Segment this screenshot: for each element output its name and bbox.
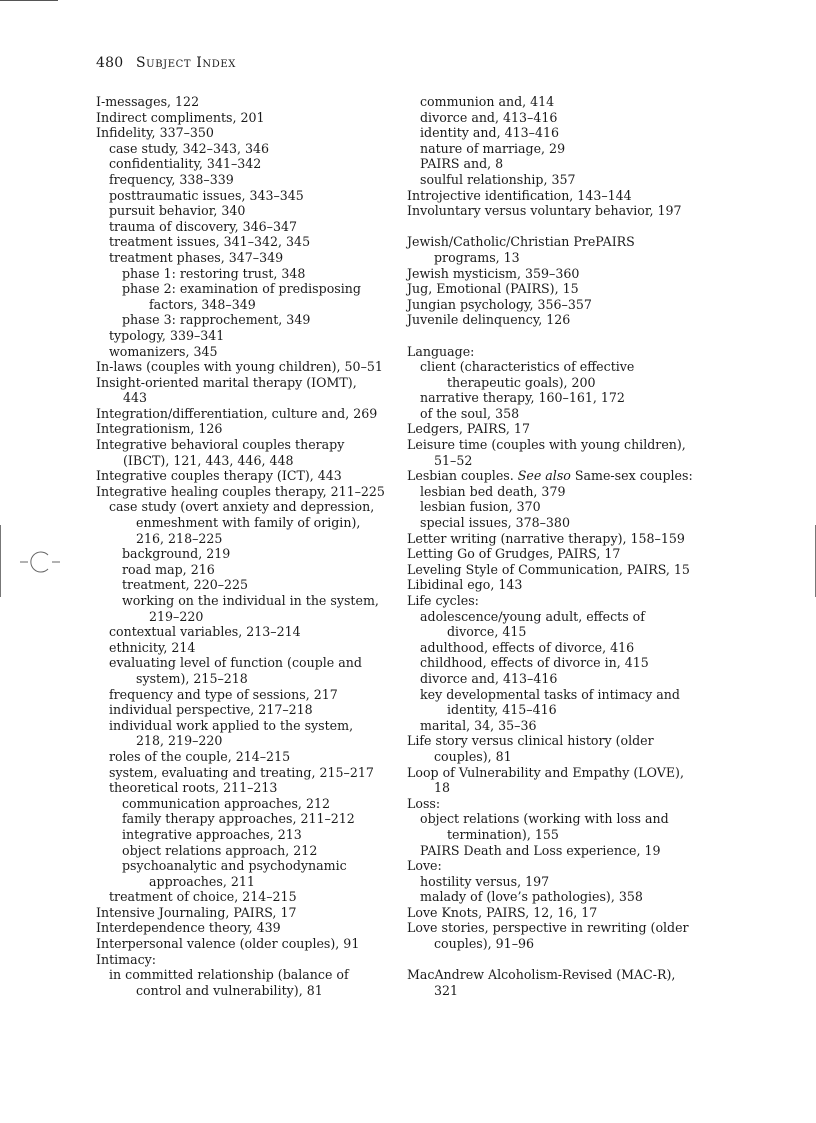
index-entry xyxy=(96,141,396,157)
index-entry-line: 443 xyxy=(123,390,148,406)
index-entry-line: Intimacy: xyxy=(96,951,157,967)
index-entry xyxy=(96,125,396,141)
index-entry xyxy=(407,266,707,282)
index-entry-line: object relations (working with loss and xyxy=(420,811,669,827)
index-entry-line: soulful relationship, 357 xyxy=(420,171,576,187)
index-entry-line: Life story versus clinical history (older xyxy=(407,733,654,749)
index-entry-line: malady of (love’s pathologies), 358 xyxy=(420,889,643,905)
index-entry-line: pursuit behavior, 340 xyxy=(109,203,246,219)
index-entry-line: I-messages, 122 xyxy=(96,94,200,109)
index-entry-line: divorce and, 413–416 xyxy=(420,670,558,686)
index-entry-line: phase 1: restoring trust, 348 xyxy=(122,265,306,281)
index-entry xyxy=(96,687,396,703)
index-entry xyxy=(407,203,707,219)
index-entry xyxy=(407,125,707,141)
index-entry xyxy=(407,468,707,484)
index-entry-line: client (characteristics of effective xyxy=(420,359,635,375)
index-entry-line: of the soul, 358 xyxy=(420,405,520,421)
index-entry xyxy=(96,188,396,204)
index-entry-line: Integration/differentiation, culture and, 269 xyxy=(96,405,378,421)
index-entry xyxy=(96,905,396,921)
index-entry xyxy=(96,312,396,328)
index-entry-line: Insight-oriented marital therapy (IOMT), xyxy=(96,374,357,390)
index-entry xyxy=(407,655,707,671)
index-entry-line: Intensive Journaling, PAIRS, 17 xyxy=(96,904,297,920)
index-entry xyxy=(96,359,396,375)
index-entry-line: object relations approach, 212 xyxy=(122,842,318,858)
index-entry-line: lesbian bed death, 379 xyxy=(420,483,566,499)
index-entry-line: Interpersonal valence (older couples), 91 xyxy=(96,936,360,952)
index-entry xyxy=(96,484,396,500)
index-entry-line: 218, 219–220 xyxy=(136,733,223,749)
index-entry xyxy=(96,110,396,126)
index-entry-line: system), 215–218 xyxy=(136,670,248,686)
index-entry xyxy=(96,375,396,406)
index-entry-line: Leveling Style of Communication, PAIRS, 15 xyxy=(407,561,690,577)
index-entry-line: Juvenile delinquency, 126 xyxy=(407,312,571,328)
index-entry-line: individual work applied to the system, xyxy=(109,717,354,733)
index-entry-line: treatment issues, 341–342, 345 xyxy=(109,234,311,250)
index-entry xyxy=(407,312,707,328)
index-entry-line: Indirect compliments, 201 xyxy=(96,109,265,125)
index-entry xyxy=(96,811,396,827)
index-entry xyxy=(96,344,396,360)
index-entry xyxy=(96,421,396,437)
page-number: 480 xyxy=(96,55,124,71)
index-entry xyxy=(96,172,396,188)
index-entry xyxy=(407,172,707,188)
index-entry xyxy=(96,624,396,640)
index-entry-line: womanizers, 345 xyxy=(109,343,218,359)
index-entry xyxy=(407,406,707,422)
index-entry xyxy=(96,936,396,952)
index-entry xyxy=(96,437,396,468)
index-entry xyxy=(96,655,396,686)
index-entry-line: identity, 415–416 xyxy=(447,702,557,718)
index-entry-line: Jug, Emotional (PAIRS), 15 xyxy=(407,281,579,297)
index-entry-line: Jungian psychology, 356–357 xyxy=(407,296,592,312)
index-entry-line: phase 2: examination of predisposing xyxy=(122,281,361,297)
index-entry xyxy=(96,889,396,905)
index-entry-line: in committed relationship (balance of xyxy=(109,967,349,983)
index-entry-line: lesbian fusion, 370 xyxy=(420,499,541,515)
index-entry-line: Libidinal ego, 143 xyxy=(407,577,523,593)
index-entry-line: integrative approaches, 213 xyxy=(122,826,302,842)
index-entry-line: individual perspective, 217–218 xyxy=(109,702,313,718)
index-entry-line: Interdependence theory, 439 xyxy=(96,920,281,936)
index-entry xyxy=(96,967,396,998)
index-entry xyxy=(407,718,707,734)
index-entry xyxy=(407,344,707,360)
index-entry-line: Introjective identification, 143–144 xyxy=(407,187,632,203)
index-entry xyxy=(407,765,707,796)
index-entry xyxy=(407,796,707,812)
index-entry-line: adolescence/young adult, effects of xyxy=(420,608,645,624)
index-entry xyxy=(407,110,707,126)
index-entry-line: posttraumatic issues, 343–345 xyxy=(109,187,304,203)
index-entry xyxy=(96,562,396,578)
index-entry-line: Infidelity, 337–350 xyxy=(96,125,214,141)
index-entry xyxy=(96,858,396,889)
index-entry-line: adulthood, effects of divorce, 416 xyxy=(420,639,635,655)
index-entry-line: Love: xyxy=(407,858,442,874)
index-column-right xyxy=(407,94,707,998)
index-entry-line: case study, 342–343, 346 xyxy=(109,140,270,156)
index-entry xyxy=(407,141,707,157)
index-entry xyxy=(96,219,396,235)
index-entry xyxy=(407,531,707,547)
index-entry-line: Love stories, perspective in rewriting (older xyxy=(407,920,689,936)
index-entry-line: Integrationism, 126 xyxy=(96,421,223,437)
index-entry-line: Involuntary versus voluntary behavior, 197 xyxy=(407,203,682,219)
index-entry xyxy=(96,94,396,110)
index-entry-line: phase 3: rapprochement, 349 xyxy=(122,312,311,328)
index-entry xyxy=(407,811,707,842)
index-entry xyxy=(407,843,707,859)
index-entry xyxy=(96,468,396,484)
index-entry xyxy=(96,328,396,344)
index-entry xyxy=(407,281,707,297)
index-entry xyxy=(407,499,707,515)
index-entry xyxy=(407,546,707,562)
index-entry-line: childhood, effects of divorce in, 415 xyxy=(420,655,649,671)
index-entry-line: ethnicity, 214 xyxy=(109,639,196,655)
index-entry-line: approaches, 211 xyxy=(149,873,255,889)
index-entry-line: typology, 339–341 xyxy=(109,327,225,343)
index-entry xyxy=(407,188,707,204)
index-entry-line: frequency and type of sessions, 217 xyxy=(109,686,338,702)
index-entry-line: Loss: xyxy=(407,795,441,811)
index-entry-line: trauma of discovery, 346–347 xyxy=(109,218,297,234)
index-entry-line: (IBCT), 121, 443, 446, 448 xyxy=(123,452,294,468)
index-entry-line: Letter writing (narrative therapy), 158–159 xyxy=(407,530,685,546)
index-entry-line: treatment of choice, 214–215 xyxy=(109,889,297,905)
index-entry-line: special issues, 378–380 xyxy=(420,515,570,531)
index-entry-line: working on the individual in the system, xyxy=(122,593,379,608)
running-head-title: Subject Index xyxy=(135,55,236,71)
index-entry xyxy=(96,593,396,624)
running-head xyxy=(96,55,236,71)
index-entry xyxy=(407,577,707,593)
index-entry-line: Lesbian couples. xyxy=(407,468,514,484)
index-entry xyxy=(407,920,707,951)
index-entry xyxy=(407,515,707,531)
index-entry-line: Jewish/Catholic/Christian PrePAIRS xyxy=(407,234,635,250)
index-entry xyxy=(407,858,707,874)
index-entry xyxy=(407,359,707,390)
index-entry xyxy=(96,765,396,781)
index-entry-line: communication approaches, 212 xyxy=(122,795,330,811)
index-entry-line: PAIRS and, 8 xyxy=(420,156,504,172)
index-entry xyxy=(96,406,396,422)
index-entry-line: Ledgers, PAIRS, 17 xyxy=(407,421,530,437)
index-entry-line: 219–220 xyxy=(149,608,204,624)
index-entry xyxy=(96,546,396,562)
index-entry xyxy=(407,421,707,437)
index-entry-line: hostility versus, 197 xyxy=(420,873,550,889)
index-entry-line: Integrative healing couples therapy, 211–225 xyxy=(96,483,385,499)
index-entry xyxy=(407,484,707,500)
index-entry xyxy=(96,266,396,282)
index-entry xyxy=(96,749,396,765)
index-entry-line: psychoanalytic and psychodynamic xyxy=(122,858,347,874)
index-entry-line: divorce, 415 xyxy=(447,624,527,640)
index-entry-line: treatment phases, 347–349 xyxy=(109,249,284,265)
index-entry xyxy=(407,733,707,764)
index-entry-line: Love Knots, PAIRS, 12, 16, 17 xyxy=(407,904,598,920)
index-entry-line: theoretical roots, 211–213 xyxy=(109,780,278,796)
index-entry-line: therapeutic goals), 200 xyxy=(447,374,596,390)
index-entry-line: identity and, 413–416 xyxy=(420,125,559,141)
index-entry xyxy=(407,437,707,468)
index-entry-line: system, evaluating and treating, 215–217 xyxy=(109,764,374,780)
index-entry-line: programs, 13 xyxy=(434,249,520,265)
index-entry xyxy=(407,609,707,640)
index-entry-line: factors, 348–349 xyxy=(149,296,256,312)
index-entry-line: marital, 34, 35–36 xyxy=(420,717,537,733)
index-entry-line: evaluating level of function (couple and xyxy=(109,655,362,671)
index-entry xyxy=(407,562,707,578)
index-entry-line: roles of the couple, 214–215 xyxy=(109,748,291,764)
crop-mark-left xyxy=(0,525,1,597)
index-entry xyxy=(407,889,707,905)
index-entry-line: Letting Go of Grudges, PAIRS, 17 xyxy=(407,546,621,562)
index-entry xyxy=(96,718,396,749)
index-entry xyxy=(407,905,707,921)
index-column-left xyxy=(96,94,396,998)
index-entry xyxy=(407,390,707,406)
index-entry-line: contextual variables, 213–214 xyxy=(109,624,301,640)
index-entry xyxy=(96,640,396,656)
registration-mark-icon xyxy=(20,551,60,573)
index-entry-line: case study (overt anxiety and depression, xyxy=(109,499,375,515)
index-entry xyxy=(407,671,707,687)
index-entry-line: nature of marriage, 29 xyxy=(420,140,566,156)
index-entry-line: confidentiality, 341–342 xyxy=(109,156,262,172)
crop-mark-top xyxy=(0,0,58,1)
index-entry-line: MacAndrew Alcoholism-Revised (MAC-R), xyxy=(407,967,676,983)
index-entry xyxy=(96,843,396,859)
index-entry xyxy=(407,640,707,656)
index-entry xyxy=(96,234,396,250)
index-entry-line: key developmental tasks of intimacy and xyxy=(420,686,680,702)
index-entry xyxy=(96,156,396,172)
index-entry-line: communion and, 414 xyxy=(420,94,555,109)
index-entry xyxy=(96,499,396,546)
index-entry xyxy=(96,827,396,843)
index-entry-line: Jewish mysticism, 359–360 xyxy=(407,265,580,281)
index-entry-line: couples), 91–96 xyxy=(434,936,535,952)
index-entry-line: Life cycles: xyxy=(407,593,479,608)
index-entry xyxy=(407,297,707,313)
index-entry-line: Language: xyxy=(407,343,475,359)
index-entry-line: frequency, 338–339 xyxy=(109,171,234,187)
index-entry-line: background, 219 xyxy=(122,546,231,562)
index-entry-line: 321 xyxy=(434,982,459,998)
index-entry xyxy=(96,780,396,796)
index-entry-line: Integrative couples therapy (ICT), 443 xyxy=(96,468,342,484)
index-entry xyxy=(407,234,707,265)
index-entry-line: Loop of Vulnerability and Empathy (LOVE), xyxy=(407,764,684,780)
index-entry xyxy=(407,874,707,890)
index-entry-line: family therapy approaches, 211–212 xyxy=(122,811,355,827)
index-entry-line: treatment, 220–225 xyxy=(122,577,249,593)
index-entry xyxy=(96,952,396,968)
index-entry xyxy=(96,577,396,593)
index-entry xyxy=(96,920,396,936)
index-entry xyxy=(96,250,396,266)
index-entry xyxy=(96,702,396,718)
index-entry-line: narrative therapy, 160–161, 172 xyxy=(420,390,625,406)
index-entry-line: 18 xyxy=(434,780,451,796)
index-entry-line: In-laws (couples with young children), 50–51 xyxy=(96,359,383,375)
index-entry xyxy=(96,281,396,312)
index-entry xyxy=(407,687,707,718)
index-entry-line: 216, 218–225 xyxy=(136,530,223,546)
index-entry xyxy=(96,796,396,812)
index-entry-line: Integrative behavioral couples therapy xyxy=(96,437,345,453)
index-entry xyxy=(96,203,396,219)
index-entry-line: control and vulnerability), 81 xyxy=(136,982,323,998)
index-entry xyxy=(407,593,707,609)
index-entry-line: road map, 216 xyxy=(122,561,215,577)
index-entry-line: couples), 81 xyxy=(434,748,512,764)
index-entry xyxy=(407,156,707,172)
index-entry xyxy=(407,967,707,998)
index-entry-line: PAIRS Death and Loss experience, 19 xyxy=(420,842,661,858)
index-entry-line: Leisure time (couples with young children), xyxy=(407,437,686,453)
index-entry-line: divorce and, 413–416 xyxy=(420,109,558,125)
index-entry xyxy=(407,94,707,110)
see-also-reference: See also xyxy=(517,468,571,484)
index-entry-line: enmeshment with family of origin), xyxy=(136,515,361,531)
see-also-target: Same-sex couples: xyxy=(570,468,693,484)
index-entry-line: termination), 155 xyxy=(447,826,559,842)
index-entry-line: 51–52 xyxy=(434,452,473,468)
